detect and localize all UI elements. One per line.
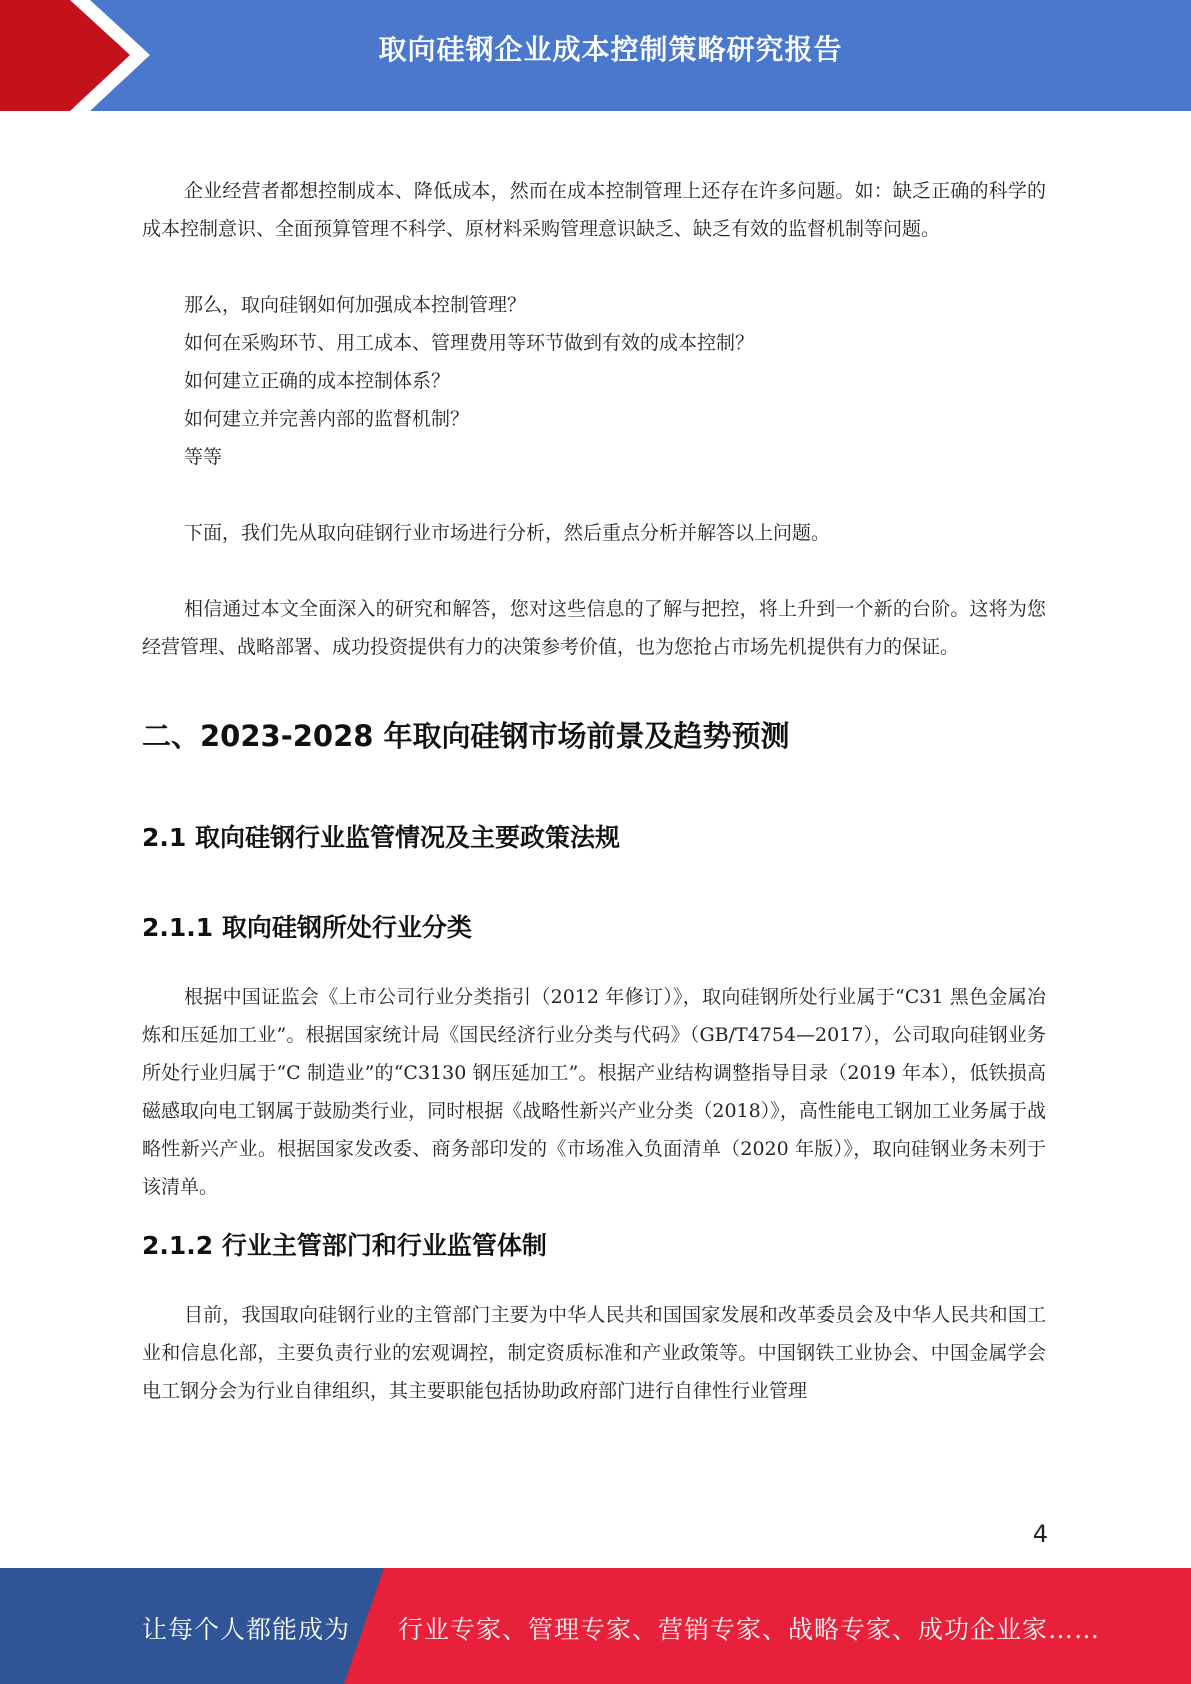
- intro-paragraph-2: 下面，我们先从取向硅钢行业市场进行分析，然后重点分析并解答以上问题。: [184, 522, 831, 544]
- spacer: [142, 476, 1046, 514]
- footer-banner: [0, 1568, 1191, 1684]
- footer-slogan-right: 行业专家、管理专家、营销专家、战略专家、成功企业家……: [398, 1615, 1101, 1644]
- spacer: [142, 1206, 1046, 1226]
- section-2-1-heading: 2.1 取向硅钢行业监管情况及主要政策法规: [142, 823, 620, 852]
- spacer: [142, 248, 1046, 286]
- header-banner: [0, 0, 1191, 111]
- section-2-1-2-paragraph: 目前，我国取向硅钢行业的主管部门主要为中华人民共和国国家发展和改革委员会及中华人民共和国工业和信息化部，主要负责行业的宏观调控，制定资质标准和产业政策等。中国钢铁工业协会、中国金属学会电工钢分会为行业自律组织，其主要职能包括协助政府部门进行自律性行业管理: [142, 1304, 1046, 1402]
- page-number: 4: [1032, 1520, 1048, 1548]
- spacer: [142, 756, 1046, 818]
- intro-paragraph-3: 相信通过本文全面深入的研究和解答，您对这些信息的了解与把控，将上升到一个新的台阶。这将为您经营管理、战略部署、成功投资提供有力的决策参考价值，也为您抢占市场先机提供有力的保证。: [142, 598, 1046, 658]
- question-item: 如何建立正确的成本控制体系？: [184, 370, 451, 392]
- question-item: 那么，取向硅钢如何加强成本控制管理？: [184, 294, 527, 316]
- spacer: [142, 666, 1046, 716]
- question-item: 等等: [184, 446, 223, 468]
- section-2-1-1-paragraph: 根据中国证监会《上市公司行业分类指引（2012 年修订）》，取向硅钢所处行业属于“C31 黑色金属冶炼和压延加工业”。根据国家统计局《国民经济行业分类与代码》（GB/T4754—2017），公司取向硅钢业务所处行业归属于“C 制造业”的“C3130 钢压延加工”。根据产业结构调整指导目录（2019 年本），低铁损高磁感取向电工钢属于鼓励类行业，同时根据《战略性新兴产业分类（2018）》，高性能电工钢加工业务属于战略性新兴产业。根据国家发改委、商务部印发的《市场准入负面清单（2020 年版）》，取向硅钢业务未列于该清单。: [142, 986, 1046, 1198]
- spacer: [142, 948, 1046, 978]
- spacer: [142, 552, 1046, 590]
- question-item: 如何建立并完善内部的监督机制？: [184, 408, 470, 430]
- footer-slogan-left: 让每个人都能成为: [142, 1615, 351, 1644]
- question-item: 如何在采购环节、用工成本、管理费用等环节做到有效的成本控制？: [184, 332, 755, 354]
- question-list: [142, 286, 1046, 476]
- spacer: [142, 858, 1046, 908]
- spacer: [142, 1266, 1046, 1296]
- section-2-heading: 二、2023-2028 年取向硅钢市场前景及趋势预测: [142, 719, 790, 753]
- section-2-1-2-heading: 2.1.2 行业主管部门和行业监管体制: [142, 1231, 547, 1260]
- document-body: [142, 172, 1046, 1410]
- intro-paragraph-1: 企业经营者都想控制成本、降低成本，然而在成本控制管理上还存在许多问题。如：缺乏正确的科学的成本控制意识、全面预算管理不科学、原材料采购管理意识缺乏、缺乏有效的监督机制等问题。: [142, 180, 1046, 240]
- section-2-1-1-heading: 2.1.1 取向硅钢所处行业分类: [142, 913, 472, 942]
- report-title: 取向硅钢企业成本控制策略研究报告: [378, 33, 843, 66]
